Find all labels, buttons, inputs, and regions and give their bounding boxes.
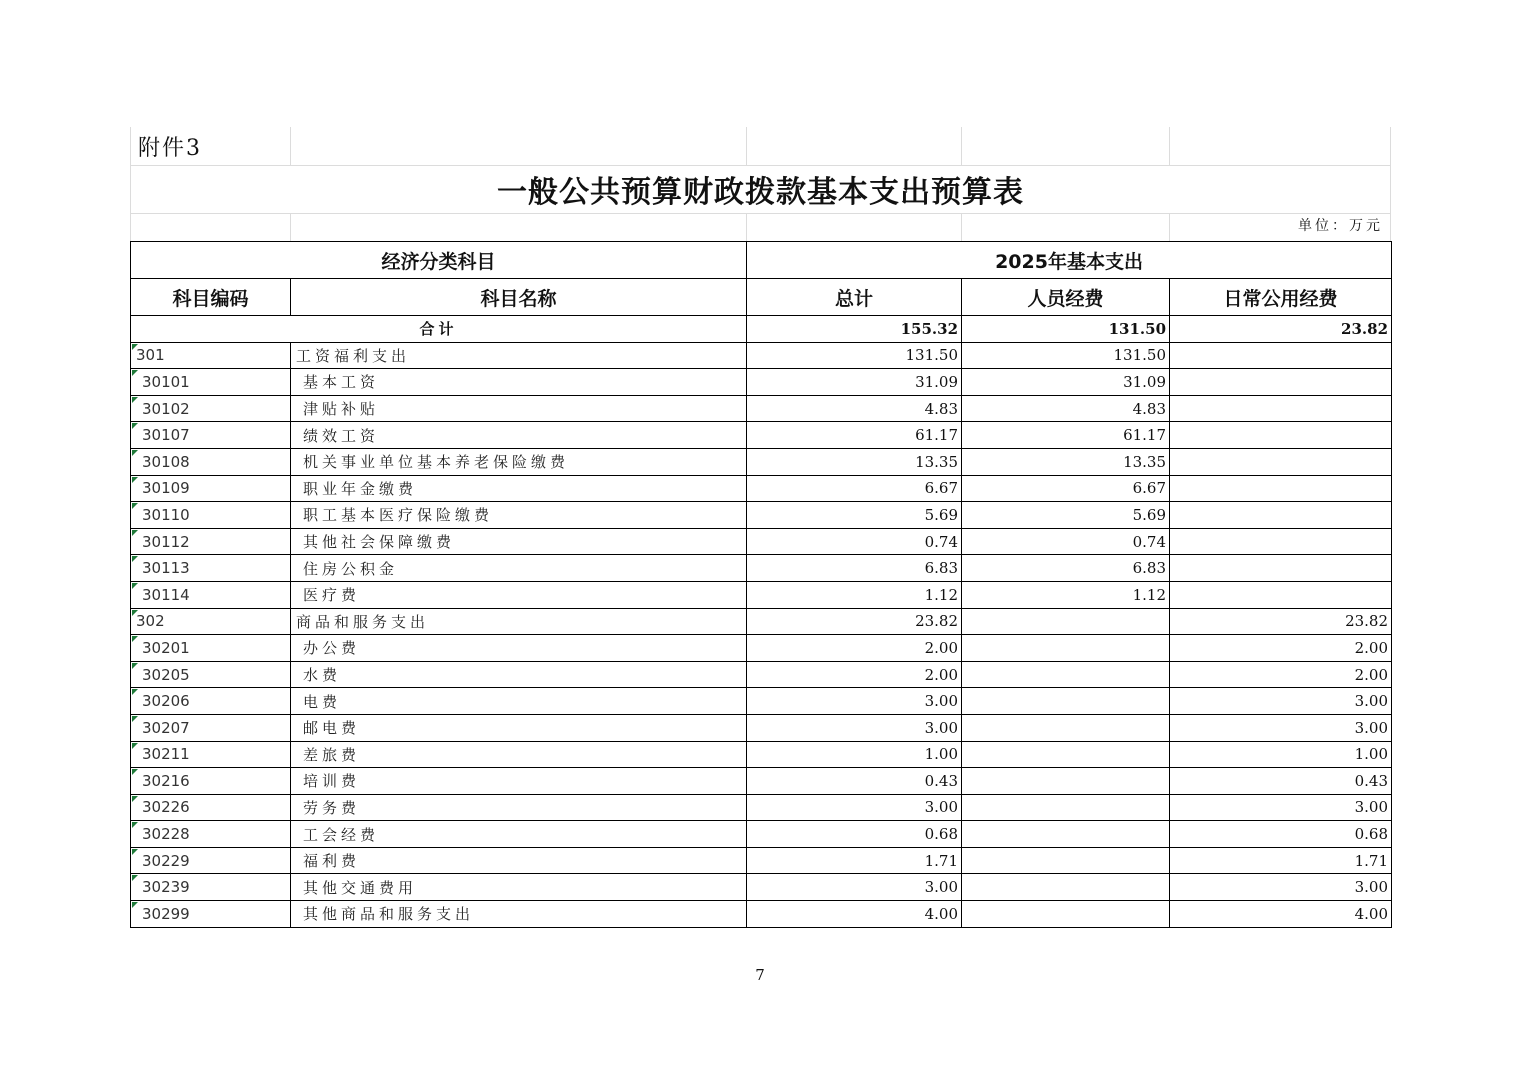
- row-name: 其他商品和服务支出: [291, 901, 747, 928]
- table-row: [131, 794, 1392, 821]
- row-total: 1.00: [747, 741, 962, 768]
- row-code: 30207: [131, 714, 291, 741]
- row-name: 其他社会保障缴费: [291, 528, 747, 555]
- row-total: 0.74: [747, 528, 962, 555]
- row-personnel: 0.74: [962, 528, 1170, 555]
- row-total: 1.12: [747, 581, 962, 608]
- total-row: [131, 316, 1392, 343]
- row-personnel: [962, 794, 1170, 821]
- row-code: 30110: [131, 502, 291, 529]
- table-row: [131, 608, 1392, 635]
- sheet-header-area: [130, 127, 1391, 241]
- table-row: [131, 874, 1392, 901]
- row-personnel: [962, 847, 1170, 874]
- header-basic-expenditure: 2025年基本支出: [747, 242, 1392, 279]
- table-row: [131, 741, 1392, 768]
- table-row: [131, 502, 1392, 529]
- row-personnel: 13.35: [962, 448, 1170, 475]
- row-total: 13.35: [747, 448, 962, 475]
- row-personnel: 6.67: [962, 475, 1170, 502]
- row-public: [1170, 475, 1392, 502]
- row-public: 3.00: [1170, 688, 1392, 715]
- row-total: 3.00: [747, 874, 962, 901]
- row-public: [1170, 555, 1392, 582]
- row-personnel: 131.50: [962, 342, 1170, 369]
- row-public: [1170, 395, 1392, 422]
- row-name: 商品和服务支出: [291, 608, 747, 635]
- row-code: 30101: [131, 369, 291, 396]
- row-total: 4.00: [747, 901, 962, 928]
- table-row: [131, 635, 1392, 662]
- row-public: 0.43: [1170, 768, 1392, 795]
- header-code: 科目编码: [131, 279, 291, 316]
- row-name: 绩效工资: [291, 422, 747, 449]
- row-public: 3.00: [1170, 874, 1392, 901]
- row-public: 2.00: [1170, 661, 1392, 688]
- row-name: 培训费: [291, 768, 747, 795]
- table-row: [131, 714, 1392, 741]
- table-row: [131, 688, 1392, 715]
- row-name: 其他交通费用: [291, 874, 747, 901]
- unit-label: 单位：万元: [1298, 218, 1383, 234]
- row-name: 劳务费: [291, 794, 747, 821]
- row-code: 30112: [131, 528, 291, 555]
- total-sum: 155.32: [747, 316, 962, 343]
- page-title: 一般公共预算财政拨款基本支出预算表: [497, 175, 1024, 210]
- row-total: 0.68: [747, 821, 962, 848]
- page-number: 7: [755, 966, 765, 984]
- table-row: [131, 528, 1392, 555]
- row-public: [1170, 581, 1392, 608]
- header-total: 总计: [747, 279, 962, 316]
- table-row: [131, 901, 1392, 928]
- row-code: 30211: [131, 741, 291, 768]
- table-row: [131, 342, 1392, 369]
- header-public: 日常公用经费: [1170, 279, 1392, 316]
- table-row: [131, 448, 1392, 475]
- row-personnel: 5.69: [962, 502, 1170, 529]
- row-code: 30201: [131, 635, 291, 662]
- row-personnel: [962, 714, 1170, 741]
- row-public: 4.00: [1170, 901, 1392, 928]
- row-code: 30205: [131, 661, 291, 688]
- row-total: 61.17: [747, 422, 962, 449]
- row-code: 30239: [131, 874, 291, 901]
- row-public: [1170, 528, 1392, 555]
- row-total: 3.00: [747, 688, 962, 715]
- row-public: 2.00: [1170, 635, 1392, 662]
- row-public: 23.82: [1170, 608, 1392, 635]
- row-code: 301: [131, 342, 291, 369]
- row-personnel: [962, 608, 1170, 635]
- row-personnel: [962, 768, 1170, 795]
- row-personnel: [962, 661, 1170, 688]
- table-row: [131, 821, 1392, 848]
- row-personnel: [962, 821, 1170, 848]
- row-name: 机关事业单位基本养老保险缴费: [291, 448, 747, 475]
- row-total: 3.00: [747, 794, 962, 821]
- row-name: 住房公积金: [291, 555, 747, 582]
- row-code: 30216: [131, 768, 291, 795]
- row-public: 0.68: [1170, 821, 1392, 848]
- row-public: 1.00: [1170, 741, 1392, 768]
- header-personnel: 人员经费: [962, 279, 1170, 316]
- row-personnel: 31.09: [962, 369, 1170, 396]
- row-public: [1170, 342, 1392, 369]
- row-name: 职业年金缴费: [291, 475, 747, 502]
- row-personnel: 1.12: [962, 581, 1170, 608]
- row-total: 5.69: [747, 502, 962, 529]
- row-code: 30107: [131, 422, 291, 449]
- row-name: 办公费: [291, 635, 747, 662]
- table-row: [131, 475, 1392, 502]
- row-name: 医疗费: [291, 581, 747, 608]
- row-name: 工资福利支出: [291, 342, 747, 369]
- row-personnel: [962, 688, 1170, 715]
- row-code: 30299: [131, 901, 291, 928]
- row-public: 3.00: [1170, 714, 1392, 741]
- table-row: [131, 555, 1392, 582]
- row-personnel: [962, 874, 1170, 901]
- table-row: [131, 661, 1392, 688]
- header-name: 科目名称: [291, 279, 747, 316]
- row-name: 基本工资: [291, 369, 747, 396]
- total-public: 23.82: [1170, 316, 1392, 343]
- row-public: 3.00: [1170, 794, 1392, 821]
- row-personnel: 61.17: [962, 422, 1170, 449]
- row-total: 6.83: [747, 555, 962, 582]
- table-row: [131, 847, 1392, 874]
- row-personnel: [962, 635, 1170, 662]
- row-code: 30113: [131, 555, 291, 582]
- attachment-label: 附件3: [138, 136, 202, 161]
- row-total: 3.00: [747, 714, 962, 741]
- row-code: 30109: [131, 475, 291, 502]
- row-code: 30206: [131, 688, 291, 715]
- row-name: 水费: [291, 661, 747, 688]
- table-row: [131, 369, 1392, 396]
- budget-table: [130, 241, 1392, 928]
- row-total: 4.83: [747, 395, 962, 422]
- table-row: [131, 422, 1392, 449]
- row-code: 30228: [131, 821, 291, 848]
- budget-sheet: [130, 127, 1391, 928]
- row-public: [1170, 369, 1392, 396]
- total-label: 合计: [131, 316, 747, 343]
- total-personnel: 131.50: [962, 316, 1170, 343]
- row-name: 邮电费: [291, 714, 747, 741]
- row-code: 30229: [131, 847, 291, 874]
- row-total: 1.71: [747, 847, 962, 874]
- row-code: 302: [131, 608, 291, 635]
- row-total: 0.43: [747, 768, 962, 795]
- table-row: [131, 395, 1392, 422]
- row-name: 津贴补贴: [291, 395, 747, 422]
- row-total: 2.00: [747, 635, 962, 662]
- row-public: 1.71: [1170, 847, 1392, 874]
- table-row: [131, 581, 1392, 608]
- row-code: 30108: [131, 448, 291, 475]
- row-name: 职工基本医疗保险缴费: [291, 502, 747, 529]
- row-personnel: [962, 901, 1170, 928]
- row-total: 23.82: [747, 608, 962, 635]
- row-personnel: 6.83: [962, 555, 1170, 582]
- row-total: 2.00: [747, 661, 962, 688]
- row-public: [1170, 422, 1392, 449]
- row-total: 131.50: [747, 342, 962, 369]
- row-name: 福利费: [291, 847, 747, 874]
- row-total: 31.09: [747, 369, 962, 396]
- row-public: [1170, 502, 1392, 529]
- table-row: [131, 768, 1392, 795]
- header-economic-category: 经济分类科目: [131, 242, 747, 279]
- row-total: 6.67: [747, 475, 962, 502]
- row-code: 30226: [131, 794, 291, 821]
- row-public: [1170, 448, 1392, 475]
- row-name: 差旅费: [291, 741, 747, 768]
- row-personnel: 4.83: [962, 395, 1170, 422]
- row-personnel: [962, 741, 1170, 768]
- row-code: 30102: [131, 395, 291, 422]
- row-code: 30114: [131, 581, 291, 608]
- row-name: 工会经费: [291, 821, 747, 848]
- row-name: 电费: [291, 688, 747, 715]
